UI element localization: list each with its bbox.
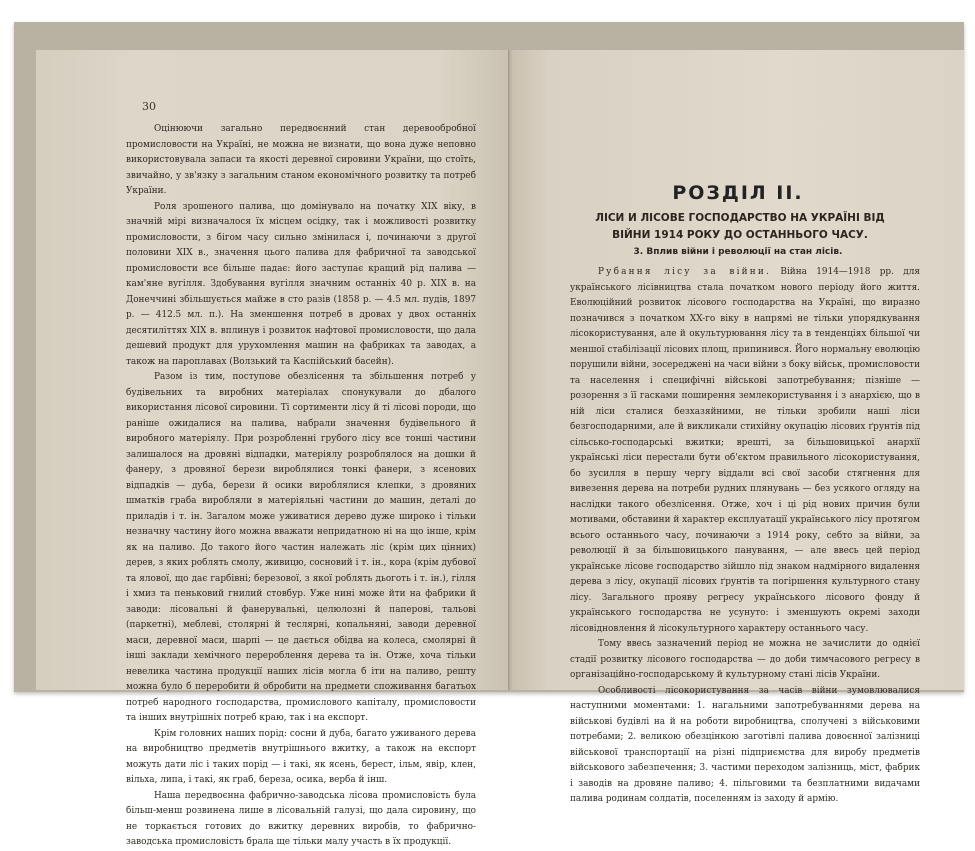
page-number: 30: [142, 100, 156, 113]
right-paragraph-3: Особливості лісокористування за часів війни зумовлювалися наступними моментами: 1. нагальними запотребуваннями дерева на військові будівлі на й на роботи виробництва, сполучені з військовими потребами; 2. великою обезцінкою заготівлі палива довоєнної залізниці військової транспортації на різні підприємства для виробу предметів військового забезпечення; 3. частими переходом залізниць, міст, фабрик і заводів на дровяне паливо; 4. пільговими та безплатними видачами палива родинам солдатів, поселенням із заходу й армію.: [570, 685, 920, 804]
right-paragraph-2: Тому ввесь зазначений період не можна не зачислити до однієї стадії розвитку лісового господарства — до доби тимчасового регресу в організаційно-господарському й культурному стані лісів України.: [570, 639, 920, 680]
left-paragraph-1: Оцінюючи загально передвоєнний стан деревообробної промисловости на Україні, не можна не визнати, що вона дуже неповно використовувала запаси та якості деревної сировини України, що стоїть, звичайно, у зв'язку з загальним станом економічного розвитку та потреб України.: [126, 124, 476, 196]
right-page-text: [570, 265, 920, 808]
right-page: [512, 50, 964, 804]
right-paragraph-1: [570, 265, 920, 637]
left-page-text: [126, 122, 476, 851]
left-paragraph-2: Роля зрошеного палива, що домінувало на початку XIX віку, в значній мірі визначалося їх місцем осідку, так і можливості розвитку промисловости, з бігом часу сильно змінилася і, починаючи з другої половини XIX в., значення цього палива для фабричної та заводської промисловости все більше падає: його заступає кращий рід палива — кам'яне вугілля. Здобування вугілля значним останніх 40 р. XIX в. на Донеччині збільшується майже в сто разів (1858 р. — 4.5 мл. пудів, 1897 р. — 412.5 мл. п.). На зменшення потреб в дровах у двох останніх десятиліттях XIX в. вплинув і розвиток нафтової промисловости, що дала дешевий продукт для урухомлення машин на фабриках та заводах, а також на пароплавах (Волзький та Каспійський басейн).: [126, 201, 476, 367]
chapter-subtitle: ЛІСИ И ЛІСОВЕ ГОСПОДАРСТВО НА УКРАЇНІ ВІД ВІЙНИ 1914 РОКУ ДО ОСТАННЬОГО ЧАСУ.: [595, 212, 885, 241]
left-paragraph-5: Наша передвоєнна фабрично-заводська лісова промисловість була більш-менш розвинена лише в лісовальній галузі, що дала сировину, що не торкається готових до вжитку деревних виробів, то фабрично-заводська промисловість брала ще тільки малу участь в їх продукції.: [126, 790, 476, 847]
right-paragraph-1-body: Війна 1914—1918 рр. для українського лісівництва стала початком нового періоду його життя. Еволюційний розвиток лісового господарства на Україні, що виразно позначився з початком XX-го віку в напрямі не тільки упорядкування лісокористування, але й окультурювання лісу та в тенденціях більшої чи меншої стабілізації лісових площ, припинився. Його нормальну еволюцію порушили війни, зосереджені на часи війни з боку військ, промисловости та населення і специфічні військові запотребування; пізніше — розорення з її гасками поширення землекористування і з анархією, що в ній ліси сталися безхазяйними, не тільки зробили наші ліси безгосподарними, але й викликали стихійну окупацію лісових ґрунтів під сільсько-господарські вжитки; врешті, за більшовицької анархії українські ліси перестали бути об'єктом правильного лісокористування, бо зусилля в першу чергу віддали всі свої засоби стягнення для вивезення дерева на потреби рудних плянувань — без усякого огляду на наслідки такого обезлісення. Отже, хоч і ці рід нових причин були мотивами, обставини й характер експлуатації українського лісу протягом всього останнього часу, починаючи з 1914 року, себто за війни, за революції й за більшовицького панування, — але ввесь цей період українське лісове господарство зійшло під знаком надмірного видалення дерева з лісу, окупації лісових ґрунтів та погіршення культурного стану лісу. Загального прояву регресу українського лісового фонду й українського господарства не усунуто: і зменшують окремі заходи лісовідновлення й лісокультурного характеру останнього часу.: [570, 267, 920, 634]
left-page: [36, 50, 510, 847]
left-paragraph-3: Разом із тим, поступове обезлісення та збільшення потреб у будівельних та виробних матеріалах спонукували до дбалого використання лісової сировини. Ті сортименти лісу й ті лісові породи, що раніше ожидалися на палива, набрали значення будівельного й виробного матеріялу. При розробленні грубого лісу все тонші частини залишалося на дровяні відпадки, матеріялу розроблялося на дошки й фанеру, з дровяної берези вироблялися тонкі фанери, з ясенових відпадків — дуба, берези й осики вироблялися клепки, з дровяних шматків граба виробляли в матеріяльні частини до машин, деталі до приладів і т. ін. Загалом може уживатися дерево дуже широко і тільки незначну частину його можна вважати непридатною ні на що інше, крім як на паливо. До такого його частин належать ліс (крім цих цінних) дерев, з яких роблять смолу, живицю, сосновий і т. ін., кора (крім дубової та ялової, що дає гарбівні; березової, з якої роблять дьоготь і т. ін.), гілля і хмиз та пеньковий гнилий стовбур. Уже нині може йти на фабрики й заводи: лісовальні й фанерувальні, целюлозні й паперові, тальові (паркетні), меблеві, столярні й теслярні, копальняні, заводи деревної маси, деревної маси, шарпі — це дається обідва на колеса, смолярні й інші заклади хемічного перероблення дерева та ін. Отже, хоча тільки невелика частина продукції наших лісів могла б іти на паливо, решту можна було б переробити й обробити на предмети споживання багатьох потреб народного господарства, промислового капіталу, промисловости та інших внутрішніх потреб краю, так і на експорт.: [126, 372, 476, 723]
left-paragraph-4: Крім головних наших порід: сосни й дуба, багато уживаного дерева на виробництво предметів внутрішнього вжитку, а також на експорт можуть дати ліс і таких порід — і такі, як ясень, берест, ільм, явір, клен, вільха, липа, і такі, як граб, береза, осика, верба й інш.: [126, 728, 476, 785]
open-book: [14, 22, 964, 847]
section-heading: 3. Вплив війни і революції на стан лісів.: [633, 247, 843, 257]
paragraph-lead: Рубання лісу за війни.: [598, 267, 772, 277]
chapter-title: РОЗДІЛ II.: [672, 182, 804, 204]
